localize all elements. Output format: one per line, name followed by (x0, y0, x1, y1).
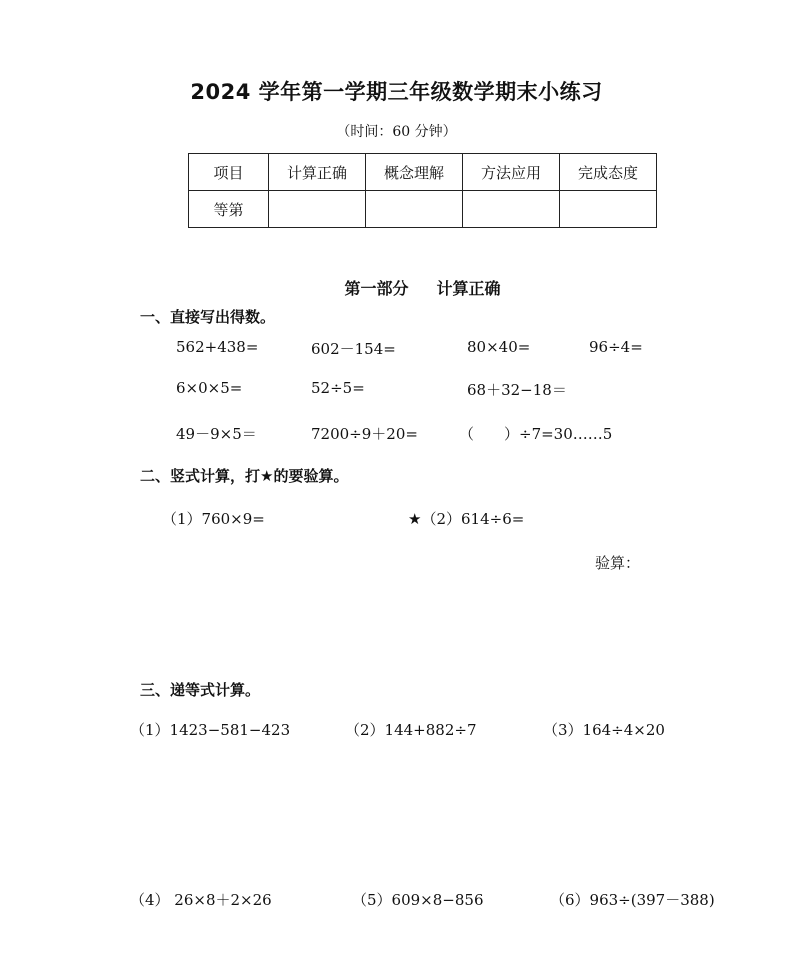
oral-question: 80×40= (467, 338, 531, 356)
grade-table-header: 方法应用 (463, 154, 560, 191)
step-question: （5）609×8−856 (352, 891, 484, 909)
time-limit: （时间：60 分钟） (336, 124, 457, 140)
grade-cell (269, 191, 366, 228)
grade-row-label: 等第 (189, 191, 269, 228)
section2-title: 二、竖式计算，打★的要验算。 (140, 467, 349, 485)
oral-question: 6×0×5= (176, 379, 243, 397)
oral-question: 68＋32−18＝ (467, 381, 567, 399)
oral-question: 96÷4= (589, 338, 643, 356)
step-question: （1）1423−581−423 (130, 721, 291, 739)
grade-table (188, 153, 657, 228)
vertical-question: ★（2）614÷6= (408, 510, 525, 528)
grade-table-header: 完成态度 (560, 154, 657, 191)
grade-cell (366, 191, 463, 228)
step-question: （6）963÷(397－388) (550, 891, 715, 909)
grade-table-row (189, 191, 657, 228)
part-label: 第一部分 (344, 279, 409, 298)
part-title: 计算正确 (436, 279, 501, 298)
grade-cell (463, 191, 560, 228)
oral-question: 602－154= (311, 340, 396, 358)
vertical-question: （1）760×9= (162, 510, 265, 528)
oral-question: 52÷5= (311, 379, 365, 397)
oral-question: 7200÷9＋20= (311, 425, 418, 443)
oral-question: （ ）÷7=30……5 (459, 425, 613, 443)
grade-table-header-row (189, 154, 657, 191)
oral-question: 562+438= (176, 338, 259, 356)
section3-title: 三、递等式计算。 (140, 681, 261, 699)
grade-table-header: 项目 (189, 154, 269, 191)
grade-table-header: 概念理解 (366, 154, 463, 191)
step-question: （3）164÷4×20 (543, 721, 665, 739)
check-label: 验算： (595, 554, 641, 572)
step-question: （4） 26×8＋2×26 (130, 891, 272, 909)
grade-cell (560, 191, 657, 228)
oral-question: 49－9×5＝ (176, 425, 257, 443)
part-heading (0, 276, 793, 299)
section1-title: 一、直接写出得数。 (140, 308, 276, 326)
step-question: （2）144+882÷7 (345, 721, 477, 739)
page-title: 2024 学年第一学期三年级数学期末小练习 (190, 80, 603, 104)
grade-table-header: 计算正确 (269, 154, 366, 191)
